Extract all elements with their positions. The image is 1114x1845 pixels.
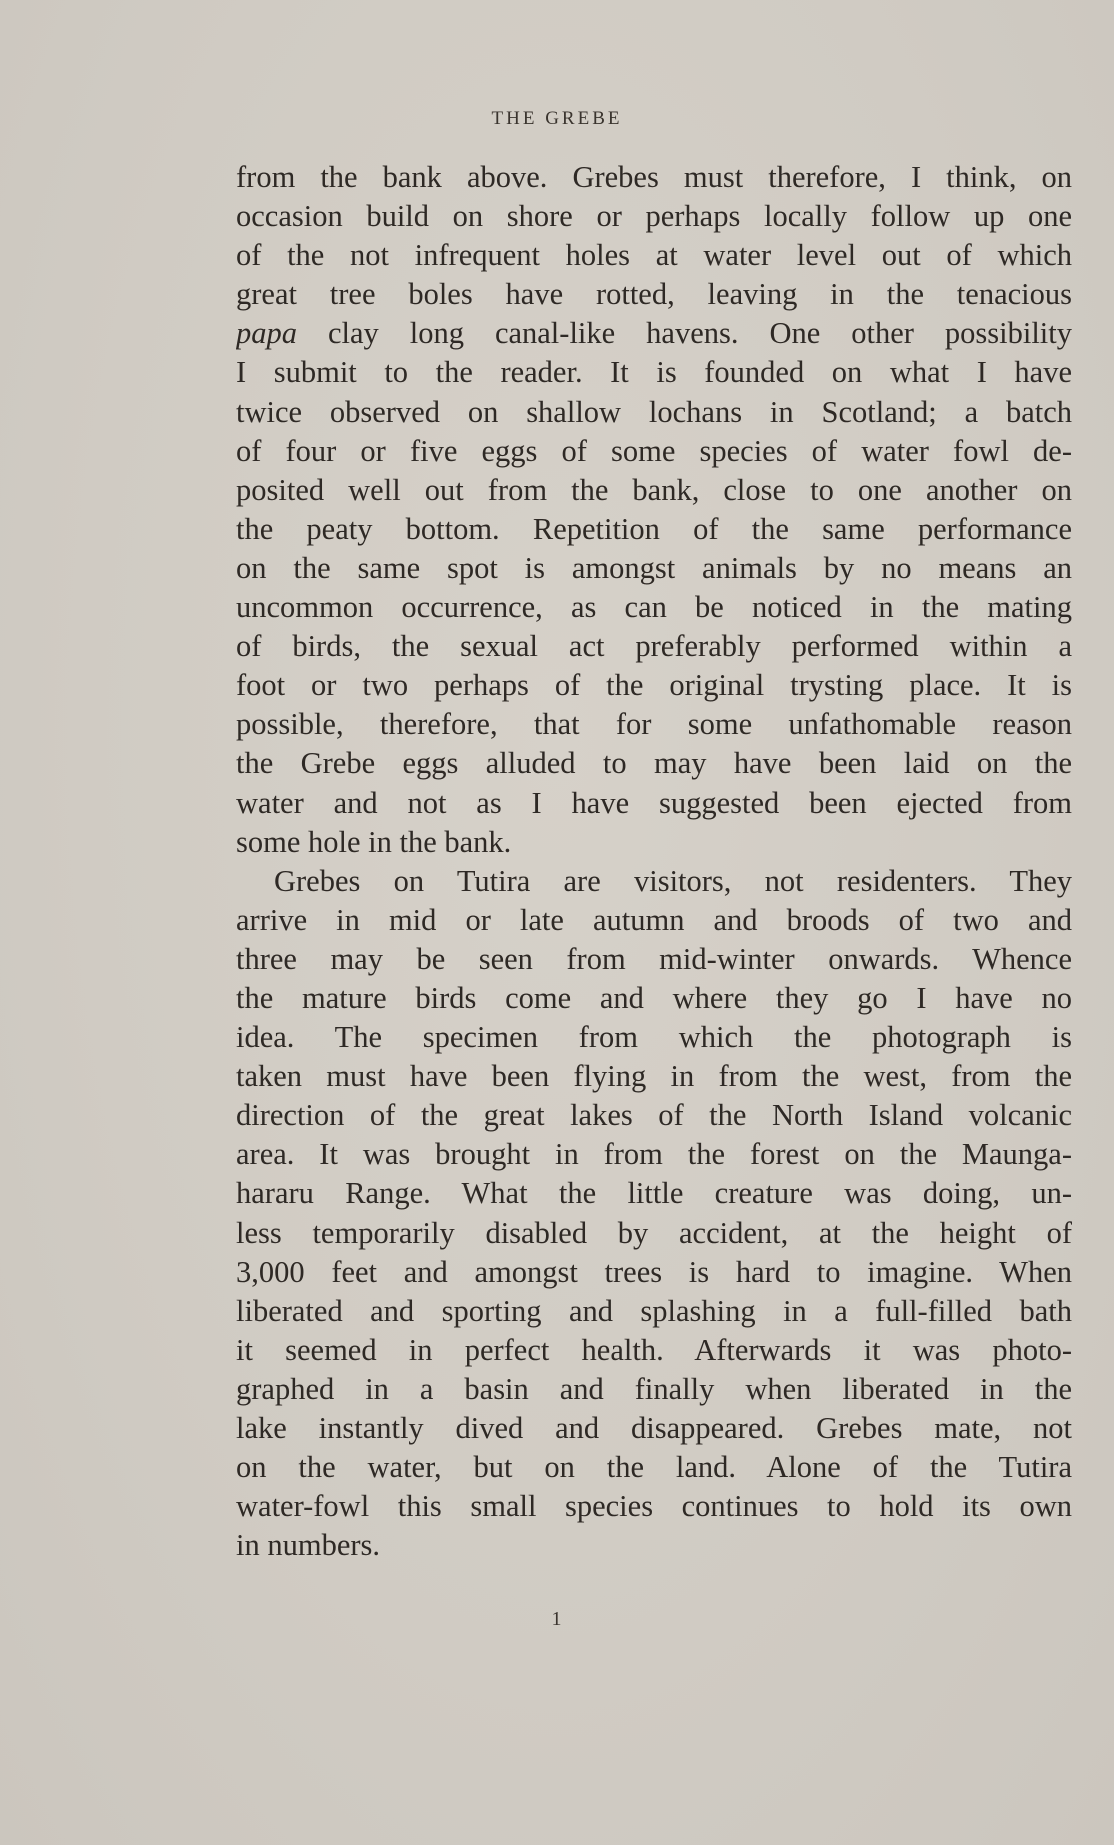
text-line: occasion build on shore or perhaps locally follow up one [236,199,1072,234]
text-line: the Grebe eggs alluded to may have been laid on the [236,746,1072,781]
text-line: the peaty bottom. Repetition of the same performance [236,511,1072,546]
page-number: 1 [551,1608,563,1630]
text-line: lake instantly dived and disappeared. Grebes mate, not [236,1411,1072,1445]
text-line: water-fowl this small species continues to hold its own [236,1489,1072,1524]
body-text [236,158,1072,1565]
text-line: of the not infrequent holes at water level out of which [236,238,1072,273]
text-line: arrive in mid or late autumn and broods of two and [236,902,1072,937]
text-line: Grebes on Tutira are visitors, not residenters. They [274,863,1072,898]
text-line: graphed in a basin and finally when liberated in the [236,1371,1072,1406]
text-line: the mature birds come and where they go I have no [236,980,1072,1015]
text-line: possible, therefore, that for some unfathomable reason [236,707,1072,742]
text-line: area. It was brought in from the forest on the Maunga- [236,1137,1072,1172]
text-line: in numbers. [236,1528,381,1563]
text-line: of four or five eggs of some species of water fowl de- [236,433,1072,468]
running-head: THE GREBE [491,108,623,129]
text-line: posited well out from the bank, close to one another on [236,472,1072,507]
text-line: of birds, the sexual act preferably performed within a [236,629,1072,664]
text-line: 3,000 feet and amongst trees is hard to imagine. When [236,1254,1072,1289]
text-line: liberated and sporting and splashing in a full-filled bath [236,1293,1072,1328]
text-line: from the bank above. Grebes must therefore, I think, on [236,160,1072,194]
text-line: foot or two perhaps of the original trysting place. It is [236,668,1072,703]
text-line: it seemed in perfect health. Afterwards it was photo- [236,1332,1072,1367]
text-line: less temporarily disabled by accident, at the height of [236,1215,1072,1250]
text-line: taken must have been flying in from the west, from the [236,1059,1072,1094]
text-line: direction of the great lakes of the North Island volcanic [236,1098,1072,1133]
italic-word: papa [236,316,297,351]
text-line: some hole in the bank. [236,824,512,859]
text-line: great tree boles have rotted, leaving in the tenacious [236,277,1072,312]
text-line: twice observed on shallow lochans in Scotland; a batch [236,394,1072,429]
line-rest: clay long canal-like havens. One other possibility [297,316,1072,351]
text-line: on the water, but on the land. Alone of the Tutira [236,1450,1072,1485]
text-line: idea. The specimen from which the photograph is [236,1020,1072,1055]
text-line: on the same spot is amongst animals by no means an [236,550,1072,585]
text-line: three may be seen from mid-winter onwards. Whence [236,941,1072,976]
text-line [236,314,1072,353]
text-line: water and not as I have suggested been ejected from [236,785,1072,820]
text-line: uncommon occurrence, as can be noticed in the mating [236,590,1072,625]
text-line: hararu Range. What the little creature was doing, un- [236,1176,1072,1211]
text-line: I submit to the reader. It is founded on what I have [236,355,1072,390]
